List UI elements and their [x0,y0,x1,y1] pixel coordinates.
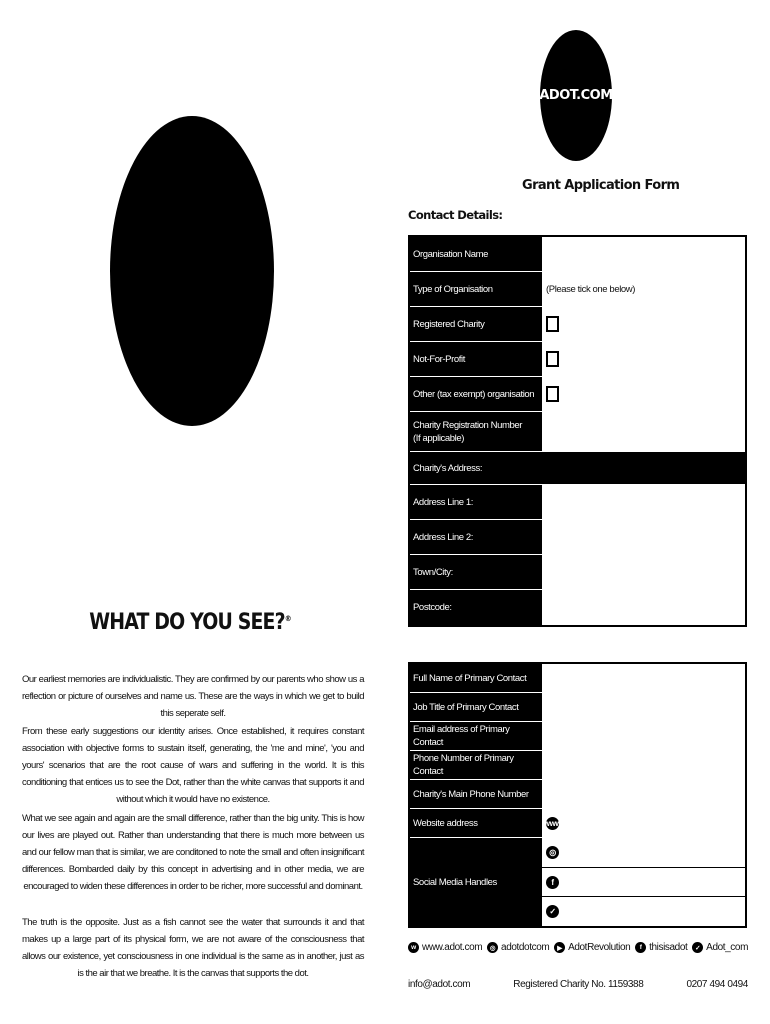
social-facebook-label: thisisadot [649,942,688,953]
paragraph-1: Our earliest memories are individualistic. They are confirmed by our parents who show us a reflection or picture of ourselves and name us. These are the ways in which we get to build this seperate self. [22,674,364,719]
social-youtube-label: AdotRevolution [568,942,631,953]
paragraph-4: The truth is the opposite. Just as a fish cannot see the water that surrounds it and that makes up a large part of its physical form, we are not aware of the consciousness that allows our existence, yet consciousness in one individual is the same as in another, just as is the air that we breathe. It is the canvas that supports the dot. [22,917,364,979]
social-youtube[interactable] [554,942,630,953]
registered-charity-cell [540,307,745,341]
row-main-phone [410,780,745,809]
social-twitter[interactable] [692,942,748,953]
facebook-icon: f [635,942,646,953]
label-reg-number [410,412,540,451]
label-reg-number-line2: (If applicable) [413,432,465,444]
row-address2 [410,520,745,555]
instagram-icon: ◎ [546,846,559,859]
org-name-field[interactable] [540,237,745,271]
row-address1 [410,485,745,520]
label-job-title: Job Title of Primary Contact [410,693,540,721]
address2-field[interactable] [540,520,745,554]
postcode-field[interactable] [540,590,745,625]
reg-number-field[interactable] [540,412,745,451]
contact-details-title: Contact Details: [408,208,503,222]
social-twitter-label: Adot_com [706,942,748,953]
logo-text: ADOT.COM [539,88,613,103]
label-not-for-profit: Not-For-Profit [410,342,540,376]
label-full-name: Full Name of Primary Contact [410,664,540,692]
row-reg-number [410,412,745,452]
registered-mark: ® [284,614,291,623]
social-facebook[interactable] [635,942,687,953]
primary-contact-table [408,662,747,928]
social-bar [408,942,748,953]
label-address1: Address Line 1: [410,485,540,519]
adot-logo [540,30,612,161]
website-field[interactable] [540,809,745,837]
job-title-field[interactable] [540,693,745,721]
www-icon: www [543,818,562,828]
label-website: Website address [410,809,540,837]
row-job-title [410,693,745,722]
label-org-name: Organisation Name [410,237,540,271]
twitter-icon: ✓ [692,942,703,953]
twitter-icon: ✓ [546,905,559,918]
instagram-field[interactable] [540,838,745,868]
row-address-heading [410,452,745,485]
row-not-for-profit [410,342,745,377]
phone-field[interactable] [540,751,745,779]
email-field[interactable] [540,722,745,750]
instagram-icon: ◎ [487,942,498,953]
paragraph-2: From these early suggestions our identity arises. Once established, it requires constant association with objective forms to sustain itself, generating, the 'me and mine', 'you and yours' scenarios that are the root cause of wars and suffering in the world. It is this conditioning that entices us to see the Dot, rather than the white canvas that supports it and without which it would have no existence. [22,726,364,805]
label-address2: Address Line 2: [410,520,540,554]
footer [408,979,748,990]
label-main-phone: Charity's Main Phone Number [410,780,540,808]
row-phone [410,751,745,780]
label-address-heading: Charity's Address: [410,452,745,484]
social-instagram[interactable] [487,942,549,953]
footer-charity-no: Registered Charity No. 1159388 [513,979,644,990]
town-field[interactable] [540,555,745,589]
page-heading [61,610,319,635]
paragraph-3: What we see again and again are the small difference, rather than the big unity. This is how our lives are played out. Rather than understanding that there is much more between us and our fellow man that is similar, we are conditoned to note the small and often insignificant differences. Bombarded daily by this concept in advertising and in other media, we are encouraged to widen these differences in order to be richer, more successful and dominant. [22,813,364,892]
social-web[interactable] [408,942,482,953]
org-type-hint: (Please tick one below) [540,272,745,306]
row-other [410,377,745,412]
heading-text: WHAT DO YOU SEE? [89,610,285,635]
row-org-name [410,237,745,272]
row-email [410,722,745,751]
label-org-type: Type of Organisation [410,272,540,306]
facebook-icon: f [546,876,559,889]
twitter-field[interactable] [540,897,745,926]
not-for-profit-checkbox[interactable] [546,351,559,367]
label-town: Town/City: [410,555,540,589]
label-reg-number-line1: Charity Registration Number [413,419,523,431]
other-checkbox[interactable] [546,386,559,402]
footer-email[interactable]: info@adot.com [408,979,471,990]
row-org-type [410,272,745,307]
dot-graphic [110,116,274,426]
row-full-name [410,664,745,693]
address1-field[interactable] [540,485,745,519]
row-social [410,838,745,926]
label-social: Social Media Handles [410,838,540,926]
not-for-profit-cell [540,342,745,376]
row-town [410,555,745,590]
footer-phone: 0207 494 0494 [686,979,748,990]
facebook-field[interactable] [540,868,745,898]
row-website [410,809,745,838]
form-title: Grant Application Form [522,178,680,193]
organisation-table [408,235,747,627]
main-phone-field[interactable] [540,780,745,808]
registered-charity-checkbox[interactable] [546,316,559,332]
label-email: Email address of Primary Contact [410,722,540,750]
row-postcode [410,590,745,625]
social-web-label: www.adot.com [422,942,483,953]
full-name-field[interactable] [540,664,745,692]
label-phone: Phone Number of Primary Contact [410,751,540,779]
other-cell [540,377,745,411]
row-registered-charity [410,307,745,342]
social-instagram-label: adotdotcom [501,942,550,953]
label-other: Other (tax exempt) organisation [410,377,540,411]
label-postcode: Postcode: [410,590,540,625]
youtube-icon: ▶ [554,942,565,953]
label-registered-charity: Registered Charity [410,307,540,341]
www-icon: w [408,942,419,953]
social-fields [540,838,745,926]
